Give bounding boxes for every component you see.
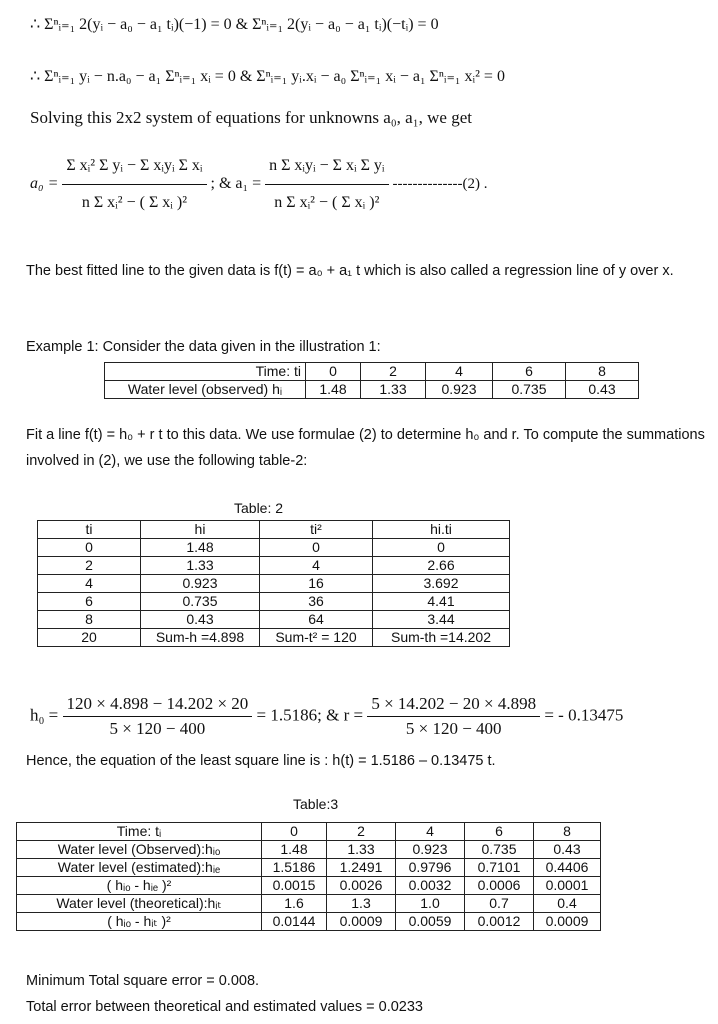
table-2-caption: Table: 2 [234,500,284,516]
fit-paragraph: Fit a line f(t) = h₀ + r t to this data. We use formulae (2) to determine h₀ and r. To compute the summations involved in (2), we use the following table-2: [26,427,705,469]
a0-numerator: Σ xᵢ² Σ yᵢ − Σ xᵢyᵢ Σ xᵢ [66,157,203,174]
table-row [17,895,601,913]
equation-line-1-text: ∴ Σⁿᵢ₌₁ 2(yᵢ − a₀ − a₁ tᵢ)(−1) = 0 & Σⁿᵢ₌₁ 2(yᵢ − a₀ − a₁ tᵢ)(−tᵢ) = 0 [30,16,439,33]
table-cell: Water level (observed) hᵢ [105,381,306,399]
table-row [17,913,601,931]
table-cell: 0.0059 [396,913,465,931]
table-cell: 1.48 [306,381,361,399]
table-header-cell: hi.ti [373,521,510,539]
table-row [38,575,510,593]
table-cell: 0.7 [465,895,534,913]
a0-lhs: a₀ = [30,175,59,193]
table-cell: 0.0015 [262,877,327,895]
table-cell: 1.5186 [262,859,327,877]
a1-fraction [265,148,388,221]
table-row [105,363,639,381]
table-cell: 0.43 [141,611,260,629]
table-cell: 2 [361,363,426,381]
equation-number: --------------(2) . [392,176,488,193]
table-cell: 1.33 [141,557,260,575]
example-text: Example 1: Consider the data given in the illustration 1: [26,339,381,355]
table-cell: 2 [38,557,141,575]
table-cell: 0.735 [493,381,566,399]
table-cell: 64 [260,611,373,629]
table-cell: ( hᵢₒ - hᵢₜ )² [17,913,262,931]
table-cell: Time: ti [105,363,306,381]
table-cell: 0.0009 [534,913,601,931]
r-result: = - 0.13475 [544,705,624,725]
table-row [17,841,601,859]
table-1 [104,362,639,399]
table-cell: 0.0006 [465,877,534,895]
table-cell: 0.0144 [262,913,327,931]
table-cell: 0.43 [534,841,601,859]
table-cell: Water level (estimated):hᵢₑ [17,859,262,877]
table-2 [37,520,510,647]
r-numerator: 5 × 14.202 − 20 × 4.898 [371,694,537,713]
table-cell: 4 [426,363,493,381]
table-cell: 0 [373,539,510,557]
total-error-text: Total error between theoretical and estimated values = 0.0233 [26,999,423,1015]
table-cell: 2.66 [373,557,510,575]
table-cell: 1.48 [141,539,260,557]
table-row [105,381,639,399]
r-fraction [367,692,540,741]
equation-line-2 [30,66,505,86]
h0-numerator: 120 × 4.898 − 14.202 × 20 [66,694,249,713]
table-cell: 0.4406 [534,859,601,877]
table-cell: 0.735 [141,593,260,611]
h0-result: = 1.5186; & r = [256,705,364,725]
table-cell: 0.0026 [327,877,396,895]
table-cell: 0.923 [141,575,260,593]
table-cell: 3.44 [373,611,510,629]
table-cell: Sum-t² = 120 [260,629,373,647]
table-header-cell: hi [141,521,260,539]
table-header-cell: ti² [260,521,373,539]
table-cell: 0.735 [465,841,534,859]
table-cell: 1.2491 [327,859,396,877]
table-cell: Sum-h =4.898 [141,629,260,647]
a0-denominator: n Σ xᵢ² − ( Σ xᵢ )² [62,184,206,221]
table-cell: 16 [260,575,373,593]
table-cell: 0.9796 [396,859,465,877]
table-cell: 0 [306,363,361,381]
table-cell: 1.33 [327,841,396,859]
table-row [17,823,601,841]
table-cell: 0.43 [566,381,639,399]
table-cell: 0.923 [396,841,465,859]
table-row [38,611,510,629]
table-row [17,877,601,895]
table-3-caption: Table:3 [293,796,339,812]
hence-text: Hence, the equation of the least square line is : h(t) = 1.5186 – 0.13475 t. [26,753,496,769]
table-cell: 1.48 [262,841,327,859]
table-row [38,593,510,611]
table-cell: Water level (Observed):hᵢₒ [17,841,262,859]
table-cell: 6 [38,593,141,611]
table-cell: 6 [465,823,534,841]
table-cell: Sum-th =14.202 [373,629,510,647]
table-cell: 0.4 [534,895,601,913]
table-cell: 1.33 [361,381,426,399]
coefficient-formulas [30,148,710,221]
table-3 [16,822,601,931]
table-cell: 8 [566,363,639,381]
table-cell: Time: tᵢ [17,823,262,841]
table-cell: 1.6 [262,895,327,913]
a1-numerator: n Σ xᵢyᵢ − Σ xᵢ Σ yᵢ [269,157,385,174]
h0-fraction [63,692,253,741]
min-error-text: Minimum Total square error = 0.008. [26,973,260,989]
table-header-row [38,521,510,539]
table-cell: ( hᵢₒ - hᵢₑ )² [17,877,262,895]
equation-line-2-text: ∴ Σⁿᵢ₌₁ yᵢ − n.a₀ − a₁ Σⁿᵢ₌₁ xᵢ = 0 & Σⁿᵢ₌₁ yᵢ.xᵢ − a₀ Σⁿᵢ₌₁ xᵢ − a₁ Σⁿᵢ₌₁ xᵢ² = 0 [30,68,505,85]
table-row [38,557,510,575]
table-cell: 8 [534,823,601,841]
table-cell: 0 [260,539,373,557]
table-cell: 0.923 [426,381,493,399]
table-cell: 0.0012 [465,913,534,931]
table-cell: 0.0001 [534,877,601,895]
a1-lhs: ; & a₁ = [210,175,262,193]
table-header-cell: ti [38,521,141,539]
table-cell: 0 [38,539,141,557]
table-cell: 1.0 [396,895,465,913]
table-cell: 0.7101 [465,859,534,877]
h0-lhs: h₀ = [30,705,59,725]
best-fit-paragraph: The best fitted line to the given data is f(t) = a₀ + a₁ t which is also called a regression line of y over x. [26,263,674,279]
table-cell: 8 [38,611,141,629]
table-row [17,859,601,877]
table-cell: 1.3 [327,895,396,913]
table-cell: 3.692 [373,575,510,593]
table-cell: 0.0032 [396,877,465,895]
table-row [38,629,510,647]
table-cell: 4.41 [373,593,510,611]
table-cell: 0.0009 [327,913,396,931]
equation-line-1 [30,14,439,34]
r-denominator: 5 × 120 − 400 [367,716,540,741]
table-cell: Water level (theoretical):hᵢₜ [17,895,262,913]
table-cell: 20 [38,629,141,647]
h0-r-formulas [30,692,623,741]
table-cell: 0 [262,823,327,841]
a0-fraction [62,148,206,221]
table-cell: 6 [493,363,566,381]
solving-text: Solving this 2x2 system of equations for unknowns a₀, a₁, we get [30,108,472,127]
table-cell: 4 [38,575,141,593]
table-cell: 4 [396,823,465,841]
a1-denominator: n Σ xᵢ² − ( Σ xᵢ )² [265,184,388,221]
table-row [38,539,510,557]
table-cell: 4 [260,557,373,575]
table-cell: 2 [327,823,396,841]
h0-denominator: 5 × 120 − 400 [63,716,253,741]
table-cell: 36 [260,593,373,611]
